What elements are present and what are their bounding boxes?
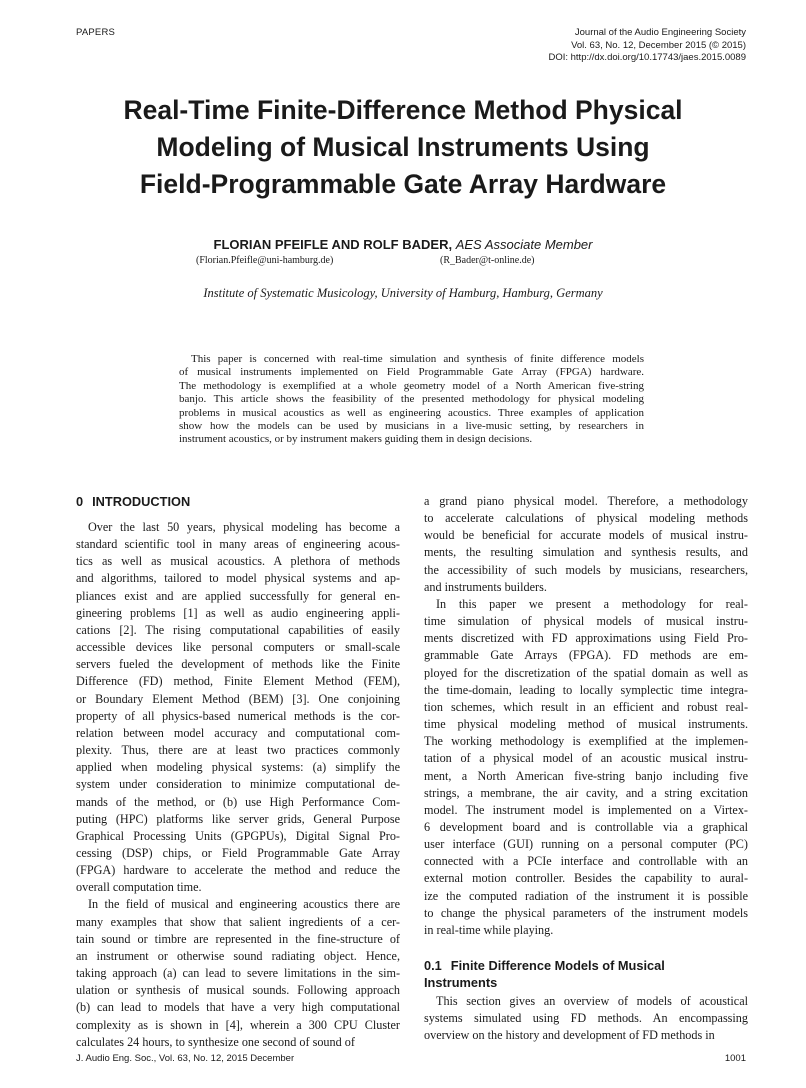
text-line: ment, a North American five-string banjo including five [424, 768, 748, 783]
text-line: time physical modeling method of musical instruments. [424, 717, 748, 732]
text-line: Graphical Processing Units (GPGPUs), Digital Signal Pro- [76, 828, 400, 843]
text-line: taking approach (a) can lead to severe limitations in the sim- [76, 966, 400, 981]
abstract [179, 353, 644, 447]
text-line: 6 development board and is controllable via a graphical [424, 819, 748, 834]
text-line: tion schemes, which result in an efficient and robust real- [424, 699, 748, 714]
text-line: user interface (GUI) running on a personal computer (PC) [424, 837, 748, 852]
text-line: mands of the method, or (b) use High Performance Com- [76, 794, 400, 809]
left-column [76, 493, 400, 1051]
author-email-2[interactable]: (R_Bader@t-online.de) [440, 255, 535, 266]
text-line: applied when modeling physical systems: (a) simplify the [76, 760, 400, 775]
text-line: connected with a PCIe interface and controllable with an [424, 854, 748, 869]
text-line: In this paper we present a methodology for real- [436, 596, 748, 611]
footer-citation: J. Audio Eng. Soc., Vol. 63, No. 12, 2015 December [76, 1053, 295, 1064]
journal-volume: Vol. 63, No. 12, December 2015 (© 2015) [571, 39, 746, 51]
text-line: plexity. Thus, there are at least two practices commonly [76, 743, 400, 758]
text-line: system under consideration to minimize computational de- [76, 777, 400, 792]
text-line: overall computation time. [76, 880, 202, 895]
text-line: servers fueled the development of methods like the Finite [76, 657, 400, 672]
text-line: pliances exist and are applied successfully for general en- [76, 588, 400, 603]
subsection-body [424, 993, 748, 1044]
abstract-line: This paper is concerned with real-time simulation and synthesis of finite difference models [191, 353, 644, 365]
abstract-line: show how the models can be used by musicians in a live-music setting, by researchers in [179, 420, 644, 433]
text-line: property of all physics-based numerical methods is the cor- [76, 708, 400, 723]
section-heading-introduction [76, 493, 400, 510]
paper-title [60, 92, 746, 203]
text-line: accessible devices like personal computers or small-scale [76, 640, 400, 655]
text-line: complexity as is shown in [4], wherein a 300 CPU Cluster [76, 1017, 400, 1032]
text-line: Over the last 50 years, physical modeling has become a [88, 520, 400, 534]
affiliation: Institute of Systematic Musicology, University of Hamburg, Hamburg, Germany [203, 286, 603, 300]
journal-info [548, 27, 746, 65]
section-title: INTRODUCTION [92, 494, 191, 509]
text-line: In the field of musical and engineering acoustics there are [88, 897, 400, 912]
doi[interactable]: DOI: http://dx.doi.org/10.17743/jaes.2015.0089 [548, 52, 746, 63]
text-line: and algorithms, tailored to model physical systems and ap- [76, 571, 400, 586]
section-label: PAPERS [76, 27, 116, 38]
text-line: grammable Gate Arrays (FPGA). FD methods are em- [424, 648, 748, 663]
author-line [60, 237, 746, 252]
text-line: (b) can lead to models that have a very high computational [76, 1000, 400, 1015]
text-line: systems simulated using FD methods. An encompassing [424, 1011, 748, 1026]
subsection-number: 0.1 [424, 958, 442, 974]
text-line: in real-time while playing. [424, 922, 554, 937]
page-number: 1001 [724, 1053, 746, 1064]
text-line: strings, a membrane, the air cavity, and a string excitation [424, 785, 748, 800]
text-line: external motion controller. Besides the capability to aural- [424, 871, 748, 886]
text-line: This section gives an overview of models of acoustical [436, 994, 748, 1009]
text-line: ments discretized with FD approximations using Field Pro- [424, 631, 748, 646]
abstract-line: The methodology is exemplified at a whole geometry model of a North American five-string [179, 379, 644, 392]
text-line: many examples that show that salient ingredients of a cer- [76, 914, 400, 929]
text-line: the time-domain, leading to locally symplectic time integra- [424, 682, 748, 697]
title-line: Modeling of Musical Instruments Using [156, 132, 650, 162]
text-line: would be beneficial for accurate models of musical instru- [424, 528, 748, 543]
right-column [424, 493, 748, 1045]
text-line: The working methodology is exemplified at the implemen- [424, 734, 748, 749]
text-line: relation between model accuracy and computational com- [76, 725, 400, 740]
text-line: a grand piano physical model. Therefore, a methodology [424, 494, 748, 508]
text-line: to change the physical parameters of the instrument models [424, 905, 748, 920]
text-line: gineering problems [1] as well as audio engineering appli- [76, 605, 400, 620]
text-line: tation of a physical model of an acoustic musical instru- [424, 751, 748, 766]
subsection-heading [424, 957, 748, 991]
text-line: to accelerate calculations of physical modeling methods [424, 511, 748, 526]
abstract-line: instrument acoustics, or by instrument makers guiding them in design decisions. [179, 433, 533, 446]
abstract-line: banjo. This article shows the feasibility of the presented methodology for physical modeling [179, 393, 644, 406]
subsection-title-line-1: Finite Difference Models of Musical [450, 958, 665, 974]
text-line: overview on the history and development of FD methods in [424, 1028, 715, 1043]
text-line: model. The instrument model is implemented on a Virtex- [424, 802, 748, 817]
text-line: time simulation of physical models of musical instru- [424, 614, 748, 629]
text-line: ployed for the discretization of the spatial domain as well as [424, 665, 748, 680]
introduction-body-continued [424, 493, 748, 939]
author-email-1[interactable]: (Florian.Pfeifle@uni-hamburg.de) [196, 255, 334, 266]
text-line: Difference (FD) method, Finite Element Method (FEM), [76, 674, 400, 689]
text-line: cations [2]. The rising computational capabilities of easily [76, 622, 400, 637]
text-line: ulation or synthesis of musical sounds. Following approach [76, 983, 400, 998]
text-line: calculates 24 hours, to synthesize one second of sound of [76, 1034, 355, 1049]
text-line: ize the computed radiation of the instrument it is possible [424, 888, 748, 903]
text-line: and instruments builders. [424, 579, 547, 594]
text-line: an instrument or otherwise sound radiating object. Hence, [76, 948, 400, 963]
text-line: tain sound or timbre are represented in the fine-structure of [76, 931, 400, 946]
author-membership: AES Associate Member [455, 237, 593, 252]
text-line: or Boundary Element Method (BEM) [3]. One conjoining [76, 691, 400, 706]
text-line: (FPGA) hardware to accelerate the method and reduce the [76, 863, 400, 878]
title-line: Real-Time Finite-Difference Method Physical [123, 95, 683, 125]
section-number: 0 [76, 494, 84, 509]
author-names: FLORIAN PFEIFLE AND ROLF BADER, [213, 237, 453, 252]
text-line: ments, the resulting simulation and synthesis results, and [424, 545, 748, 560]
text-line: standard scientific tool in many areas of engineering acous- [76, 537, 400, 552]
journal-name: Journal of the Audio Engineering Society [574, 27, 746, 38]
text-line: cessing (DSP) chips, or Field Programmable Gate Array [76, 845, 400, 860]
text-line: the accessibility of such models by musicians, researchers, [424, 562, 748, 577]
subsection-title-line-2: Instruments [424, 975, 498, 991]
abstract-line: problems in musical acoustics as well as engineering acoustics. Three examples of application [179, 406, 644, 419]
text-line: puting (HPC) platforms like server grids, General Purpose [76, 811, 400, 826]
text-line: tics as well as musical acoustics. A plethora of methods [76, 554, 400, 569]
title-line: Field-Programmable Gate Array Hardware [139, 169, 667, 199]
abstract-line: of musical instruments implemented on Field Programmable Gate Array (FPGA) hardware. [179, 366, 644, 379]
introduction-body [76, 519, 400, 1051]
